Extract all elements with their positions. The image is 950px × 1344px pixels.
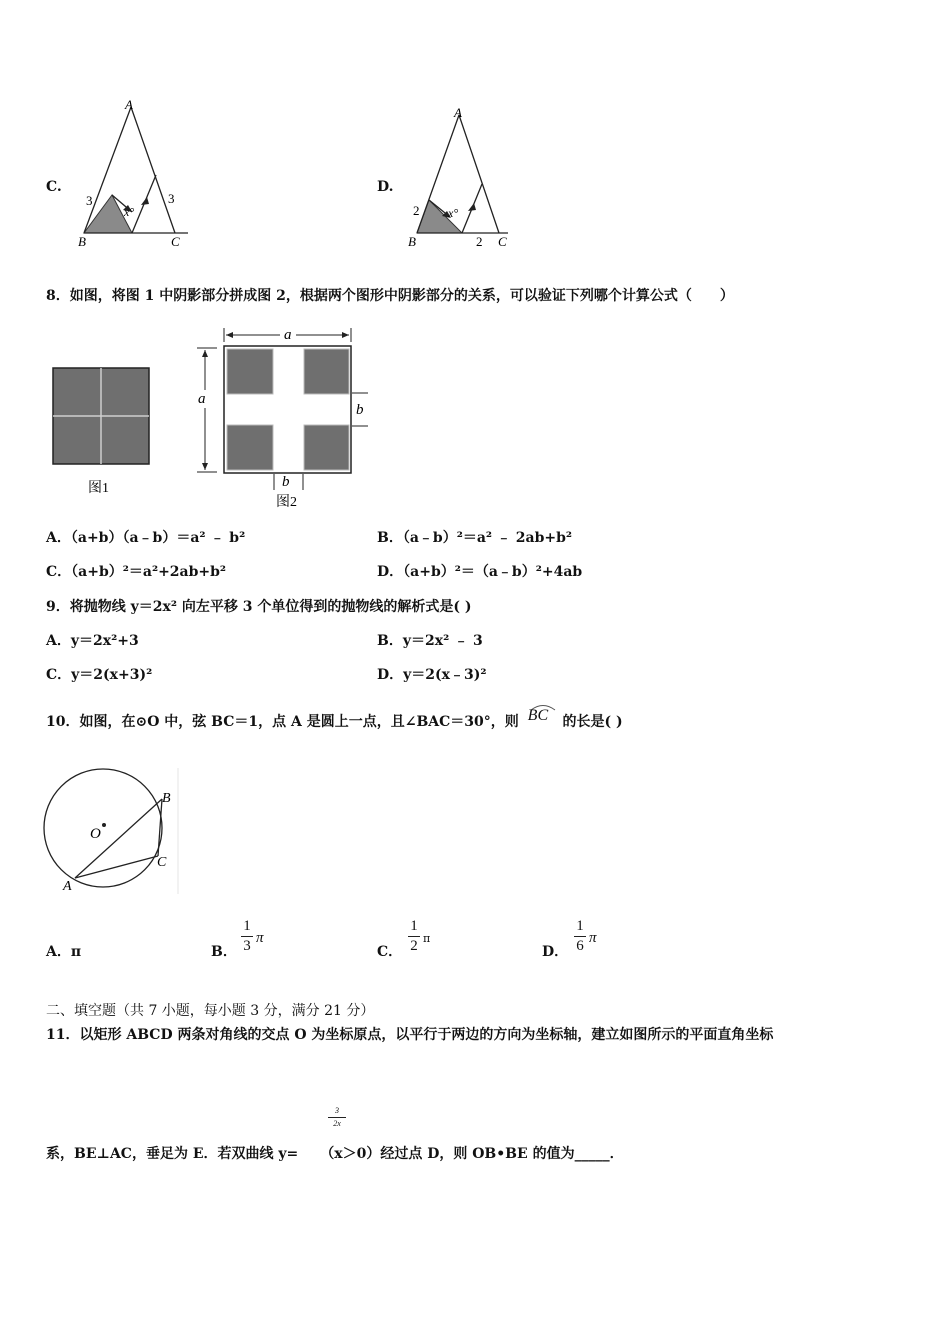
q10-option-c-fraction [408,918,420,955]
vertex-c: C [171,234,180,249]
arc-label: BC [527,707,549,724]
denominator: 3 [243,938,251,954]
q9-option-d [377,666,486,684]
numerator: 3 [335,1106,339,1115]
vertex-b: B [78,234,86,249]
option-text: y＝2x²+3 [70,633,139,649]
circle-o [44,769,162,887]
side-ac [459,115,499,233]
figure-1-caption: 图1 [88,481,109,496]
q10-option-c-label: C． [377,944,403,960]
side-ac [131,107,175,233]
side-left-length: 2 [413,203,420,218]
option-label: C． [46,564,72,580]
option-text: （a+b）²＝（a﹣b）²+4ab [403,564,583,580]
q9-option-a [46,632,139,650]
option-text: y＝2(x﹣3)² [403,667,487,683]
question-text: 10．如图，在⊙O 中，弦 BC＝1，点 A 是圆上一点，且∠BAC＝30°，则 [46,714,519,730]
option-text: y＝2x² ﹣ 3 [402,633,483,649]
side-bottom-length: 2 [476,234,483,249]
q9-option-b [377,632,483,650]
q11-fraction [328,1106,346,1129]
arrow-head [468,203,476,211]
arc-bc [527,707,558,731]
option-text: （a+b）（a﹣b）＝a² ﹣ b² [70,530,246,546]
q9-option-c [46,666,152,684]
q7-option-d-figure [402,100,522,250]
numerator: 1 [410,918,418,934]
q7-option-d-label: D. [377,179,394,195]
denominator: 2x [333,1119,341,1128]
dim-b-bottom: b [282,474,290,490]
vertex-b: B [408,234,416,249]
option-text: π [70,944,82,960]
q10-option-b-label: B． [211,944,237,960]
q10-option-d-fraction [574,918,586,955]
option-text: （a+b）²＝a²+2ab+b² [71,564,227,580]
label-a: A [63,879,72,894]
numerator: 1 [243,918,251,934]
q8-option-c [46,563,226,581]
q7-option-c-label: C. [46,179,62,195]
q10-option-b-fraction [241,918,253,955]
vertex-a: A [454,105,462,120]
q11-line-1: 11．以矩形 ABCD 两条对角线的交点 O 为坐标原点，以平行于两边的方向为坐标轴，建立如图所示的平面直角坐标 [46,1027,774,1043]
angle-x: x° [448,206,459,220]
q8-option-a [46,529,245,547]
figure-2-caption: 图2 [276,495,297,510]
numerator: 1 [576,918,584,934]
q10-circle-figure [40,768,180,894]
corner-square [227,349,273,394]
dim-a-top: a [284,327,292,343]
label-o: O [90,826,101,842]
question-text: 的长是( ) [562,714,623,730]
option-label: A． [46,633,71,649]
q10-option-c-pi: π [423,932,431,945]
q10-option-d-pi: π [589,930,597,946]
vertex-c: C [498,234,507,249]
option-label: B． [377,530,403,546]
arrow-head [141,197,149,205]
option-text: （a﹣b）²＝a² ﹣ 2ab+b² [402,530,573,546]
q10-option-b-pi: π [256,930,264,946]
q9-question: 9．将抛物线 y＝2x² 向左平移 3 个单位得到的抛物线的解析式是( ) [46,599,472,615]
q10-option-a [46,943,81,961]
dim-b-right: b [356,402,364,418]
option-label: B． [377,633,403,649]
q8-figure-2 [192,322,377,512]
side-left-length: 3 [86,193,93,208]
corner-square [227,425,273,470]
q11-line-2 [46,1145,624,1163]
vertex-a: A [125,97,133,112]
corner-square [304,349,349,394]
q8-question: 8．如图，将图 1 中阴影部分拼成图 2，根据两个图形中阴影部分的关系，可以验证下列哪个计算公式（ ） [46,288,734,304]
q10-question [46,707,623,731]
center-point [102,823,106,827]
angle-x: x° [124,205,135,219]
side-right-length: 3 [168,191,175,206]
q8-option-b [377,529,572,547]
dim-a-left: a [198,391,206,407]
section-2-heading: 二、填空题（共 7 小题，每小题 3 分，满分 21 分） [46,1003,375,1019]
option-label: C． [46,667,72,683]
option-label: A． [46,944,71,960]
q8-figure-1 [50,365,155,500]
q8-option-d [377,563,582,581]
corner-square [304,425,349,470]
label-b: B [162,791,171,806]
option-label: D． [377,667,404,683]
denominator: 6 [576,938,584,954]
option-label: D． [377,564,404,580]
question-text: 系，BE⊥AC，垂足为 E．若双曲线 y= [46,1146,299,1162]
label-c: C [157,855,167,870]
q10-option-d-label: D． [542,944,569,960]
q7-option-c-figure [70,95,200,250]
option-text: y＝2(x+3)² [71,667,153,683]
question-text: （x＞0）经过点 D，则 OB•BE 的值为_____． [320,1146,624,1162]
option-label: A． [46,530,71,546]
denominator: 2 [410,938,418,954]
